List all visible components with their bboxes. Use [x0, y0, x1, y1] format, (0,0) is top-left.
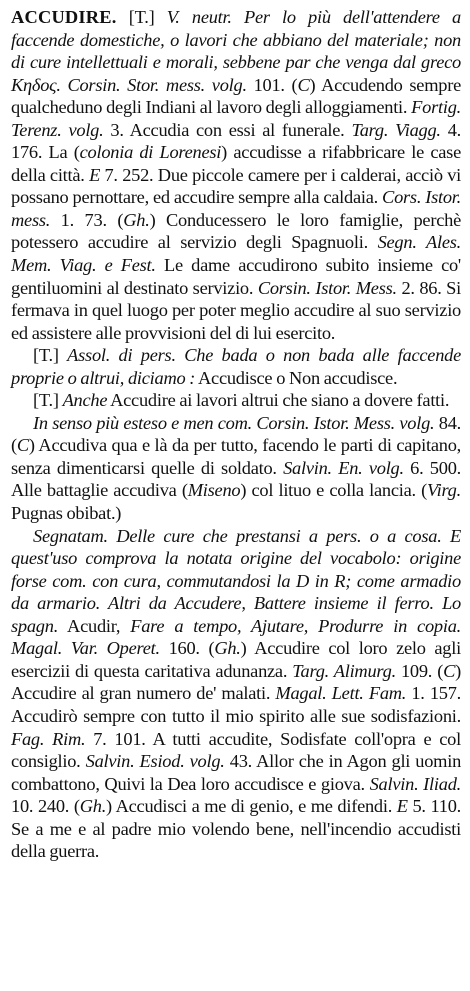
- entry-text: C: [297, 74, 310, 95]
- entry-text: Anche: [62, 390, 108, 411]
- entry-paragraph-3: [11, 389, 461, 412]
- entry-text: 7. 252. Due piccole camere per i calderai, acciò vi possano pernottare, ed accudire sempre alla caldaia.: [11, 164, 461, 208]
- entry-text: Assol. di pers. Che bada o non bada alle faccende proprie o altrui, diciamo :: [11, 345, 462, 388]
- dictionary-entry-accudire: [11, 6, 461, 863]
- entry-text: Corsin. Istor. Mess.: [257, 277, 397, 298]
- entry-text: Virg.: [426, 480, 461, 501]
- entry-text: Segn. Ales. Mem. Viag. e Fest.: [11, 232, 462, 276]
- entry-text: 43. Allor che in Agon gli uomin combattono, Quivi la Dea loro accudisce e giova.: [11, 751, 462, 794]
- entry-text: C: [16, 435, 29, 456]
- entry-text: 5. 110. Se a me e al padre mio volendo bene, nell'incendio accudisti della guerra.: [11, 796, 461, 862]
- entry-text: E: [89, 164, 101, 185]
- headword: ACCUDIRE.: [11, 7, 117, 27]
- entry-text: ) accudisse a rifabbricare le case della città.: [11, 142, 461, 185]
- entry-text: 109. (: [395, 660, 444, 681]
- entry-text: ) Accudire col loro zelo agli esercizii di questa caritativa adunanza.: [11, 638, 461, 681]
- entry-text: 101. (: [246, 74, 298, 95]
- entry-text: Fare a tempo, Ajutare, Produrre in copia. Magal. Var. Operet.: [11, 615, 462, 659]
- entry-text: Acudir,: [58, 615, 131, 636]
- entry-paragraph-4: [11, 412, 461, 525]
- entry-text: Gh.: [123, 209, 150, 230]
- entry-text: Cors. Istor. mess.: [11, 187, 461, 230]
- entry-text: Pugnas obibat.): [11, 503, 122, 524]
- entry-text: Fag. Rim.: [11, 728, 86, 749]
- entry-text: 160. (: [159, 638, 215, 659]
- entry-text: Magal. Lett. Fam.: [275, 683, 407, 704]
- entry-text: Salvin. Esiod. volg.: [85, 751, 225, 772]
- entry-text: ) Accudendo sempre qualcheduno degli Indiani al lavoro degli alloggiamenti.: [11, 74, 461, 118]
- entry-paragraph-2: [11, 344, 461, 389]
- entry-text: 84. (: [11, 412, 461, 456]
- entry-text: Le dame accudirono subito insieme co' gentiluomini al destinato servizio.: [11, 255, 461, 298]
- entry-text: Gh.: [214, 638, 241, 659]
- entry-text: Accudisce o Non accudisce.: [195, 367, 398, 388]
- entry-text: Fortig. Terenz. volg.: [11, 97, 461, 140]
- entry-text: [T.]: [116, 7, 167, 27]
- entry-text: ) Conducessero le loro famiglie, perchè potessero accudire al servizio degli Spagnuoli.: [11, 209, 461, 253]
- entry-paragraph-5: [11, 525, 461, 863]
- tag-marker: [T.]: [33, 345, 68, 366]
- entry-text: ) Accudire al gran numero de' malati.: [11, 660, 461, 704]
- entry-text: C: [443, 660, 456, 681]
- entry-text: E: [396, 796, 408, 817]
- entry-text: colonia di Lorenesi: [79, 142, 222, 163]
- entry-text: Miseno: [187, 480, 241, 501]
- tag-marker: [T.]: [33, 390, 63, 411]
- entry-text: 6. 500. Alle battaglie accudiva (: [11, 457, 461, 501]
- entry-text: ) Accudiva qua e là da per tutto, facendo le parti di capitano, senza dimenticarsi quelle di soldato.: [11, 435, 461, 478]
- entry-paragraph-1: [11, 6, 461, 344]
- entry-text: 7. 101. A tutti accudite, Sodisfate coll'opra e col consiglio.: [11, 728, 461, 772]
- entry-text: In senso più esteso e men com. Corsin. Istor. Mess. volg.: [33, 412, 435, 433]
- entry-text: Accudire ai lavori altrui che siano a dovere fatti.: [107, 390, 450, 411]
- entry-text: Targ. Viagg.: [351, 119, 441, 140]
- entry-text: Salvin. En. volg.: [283, 457, 404, 478]
- entry-text: ) col lituo e colla lancia. (: [240, 480, 427, 501]
- entry-text: Salvin. Iliad.: [369, 773, 461, 794]
- entry-text: 10. 240. (: [11, 796, 80, 817]
- entry-text: V. neutr. Per lo più dell'attendere a faccende domestiche, o lavori che abbiano del materiale; non di cure intellettuali e morali, sebbene par che venga dal greco Κηδος. Corsin. Stor. mess. volg.: [11, 7, 461, 95]
- entry-text: Segnatam. Delle cure che prestansi a pers. o a cosa. E quest'uso comprova la notata origine del vocabolo: origine forse com. con cura, commutandosi la D in R; come armadio da armario. Altri da Accudere, Battere insieme il ferro. Lo spagn.: [11, 525, 461, 636]
- entry-text: 1. 73. (: [50, 209, 124, 230]
- entry-text: 3. Accudia con essi al funerale.: [103, 119, 352, 140]
- entry-text: 1. 157. Accudirò sempre con tutto il mio spirito alle sue sodisfazioni.: [11, 683, 462, 726]
- entry-text: ) Accudisci a me di genio, e me difendi.: [106, 796, 397, 817]
- entry-text: Gh.: [79, 796, 107, 817]
- entry-text: 2. 86. Si fermava in quel luogo per poter meglio accudire al suo servizio ed assistere alle provvisioni del di lui esercito.: [11, 277, 461, 343]
- entry-text: 4. 176. La (: [11, 119, 461, 163]
- entry-text: Targ. Alimurg.: [292, 660, 396, 681]
